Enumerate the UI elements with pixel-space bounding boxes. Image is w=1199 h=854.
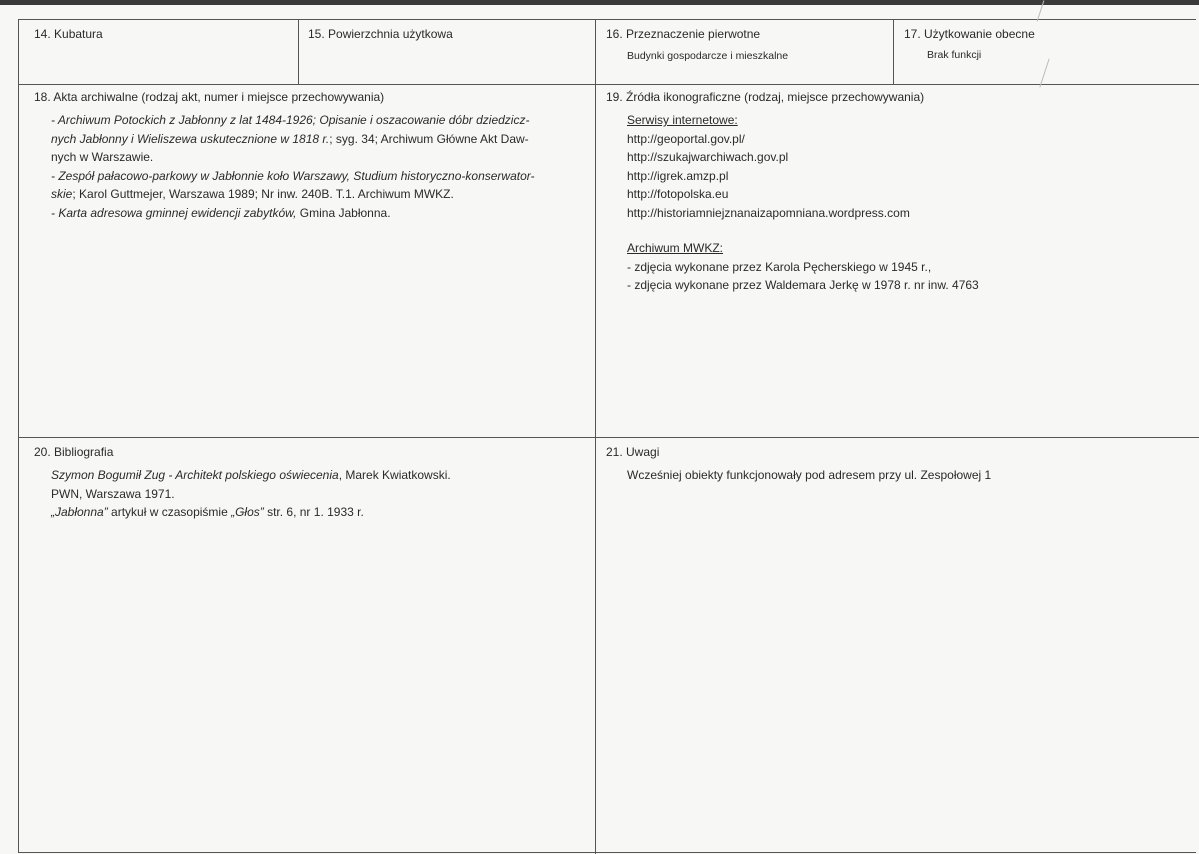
archive-sources-list	[627, 239, 1187, 295]
source-link[interactable]: http://szukajwarchiwach.gov.pl	[627, 150, 789, 164]
source-link[interactable]: http://fotopolska.eu	[627, 187, 729, 201]
col-divider-center	[595, 19, 596, 854]
top-edge-bar	[0, 0, 1199, 5]
field-16-value: Budynki gospodarcze i mieszkalne	[627, 50, 789, 62]
archival-line: - Archiwum Potockich z Jabłonny z lat 1484-1926; Opisanie i oszacowanie dóbr dziedzicz-	[51, 113, 530, 127]
archival-records-list	[51, 111, 581, 222]
archive-heading: Archiwum MWKZ:	[627, 241, 723, 255]
field-21-label: 21. Uwagi	[606, 445, 660, 459]
archive-item: - zdjęcia wykonane przez Karola Pęcherskiego w 1945 r.,	[627, 259, 932, 274]
web-sources-list	[627, 111, 1187, 222]
bibliography-line: Szymon Bogumił Zug - Architekt polskiego oświecenia, Marek Kwiatkowski.	[51, 468, 451, 482]
archival-line: - Karta adresowa gminnej ewidencji zabytków, Gmina Jabłonna.	[51, 205, 391, 220]
col-divider-14-15	[298, 19, 299, 84]
field-16-label: 16. Przeznaczenie pierwotne	[606, 27, 761, 41]
archive-item: - zdjęcia wykonane przez Waldemara Jerkę w 1978 r. nr inw. 4763	[627, 278, 979, 292]
col-divider-16-17	[893, 19, 894, 84]
field-17-label: 17. Użytkowanie obecne	[904, 27, 1035, 41]
archival-line: nych Jabłonny i Wieliszewa uskutecznione w 1818 r.; syg. 34; Archiwum Główne Akt Daw-	[51, 131, 529, 146]
row-divider-2	[18, 437, 1199, 438]
remarks-text	[627, 466, 1187, 485]
row-divider-1	[18, 84, 1199, 85]
archival-line: - Zespół pałacowo-parkowy w Jabłonnie koło Warszawy, Studium historyczno-konserwator-	[51, 168, 535, 183]
field-19-label: 19. Źródła ikonograficzne (rodzaj, miejsce przechowywania)	[606, 90, 925, 104]
source-link[interactable]: http://historiamniejznanaizapomniana.wordpress.com	[627, 205, 910, 220]
remarks-line: Wcześniej obiekty funkcjonowały pod adresem przy ul. Zespołowej 1	[627, 468, 992, 482]
bibliography-list	[51, 466, 581, 522]
field-17-value: Brak funkcji	[927, 49, 982, 61]
source-link[interactable]: http://geoportal.gov.pl/	[627, 131, 745, 146]
source-link[interactable]: http://igrek.amzp.pl	[627, 168, 729, 183]
archival-line: skie; Karol Guttmejer, Warszawa 1989; Nr inw. 240B. T.1. Archiwum MWKZ.	[51, 187, 454, 201]
field-14-label: 14. Kubatura	[34, 27, 103, 41]
field-15-label: 15. Powierzchnia użytkowa	[308, 27, 453, 41]
bibliography-line: PWN, Warszawa 1971.	[51, 486, 175, 501]
field-18-label: 18. Akta archiwalne (rodzaj akt, numer i miejsce przechowywania)	[34, 90, 385, 104]
field-20-label: 20. Bibliografia	[34, 445, 114, 459]
web-sources-heading: Serwisy internetowe:	[627, 113, 738, 127]
bibliography-line: „Jabłonna” artykuł w czasopiśmie „Głos” str. 6, nr 1. 1933 r.	[51, 505, 364, 519]
archival-line: nych w Warszawie.	[51, 150, 154, 164]
